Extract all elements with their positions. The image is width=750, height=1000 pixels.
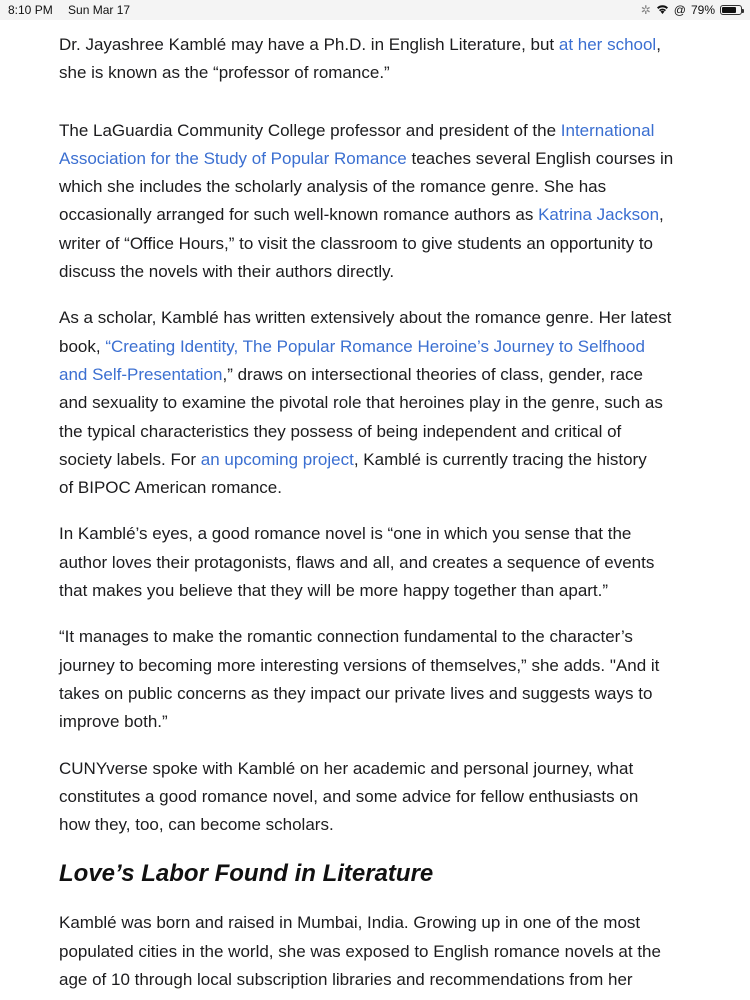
- text-segment: “It manages to make the romantic connection fundamental to the character’s: [59, 627, 633, 647]
- text-segment: takes on public concerns as they impact our private lives and suggests ways to: [59, 683, 653, 703]
- article-link[interactable]: and Self-Presentation: [59, 364, 223, 384]
- article-link[interactable]: International: [560, 120, 655, 140]
- text-line: [59, 333, 691, 361]
- text-line: [59, 230, 691, 258]
- text-segment: the typical characteristics they possess of being independent and critical of: [59, 421, 622, 441]
- text-line: [59, 755, 691, 783]
- text-segment: book,: [59, 336, 106, 356]
- text-segment: The LaGuardia Community College professor and president of the: [59, 120, 561, 140]
- text-segment: occasionally arranged for such well-known romance authors as: [59, 205, 539, 225]
- text-line: [59, 966, 691, 994]
- battery-percent: 79%: [690, 3, 715, 17]
- paragraph: [59, 755, 691, 840]
- text-line: [59, 389, 691, 417]
- text-segment: age of 10 through local subscription libraries and recommendations from her: [59, 970, 633, 990]
- text-segment: populated cities in the world, she was exposed to English romance novels at the: [59, 941, 661, 961]
- text-segment: which she includes the scholarly analysis of the romance genre. She has: [59, 177, 607, 197]
- paragraph: [59, 304, 691, 502]
- text-line: [59, 418, 691, 446]
- status-bar: [0, 0, 750, 20]
- text-segment: , Kamblé is currently tracing the history: [353, 449, 647, 469]
- text-line: [59, 201, 691, 229]
- paragraph: [59, 520, 691, 605]
- text-line: [59, 652, 691, 680]
- paragraph: [59, 117, 691, 287]
- text-line: [59, 811, 691, 839]
- text-line: [59, 783, 691, 811]
- paragraph: [59, 909, 691, 994]
- text-segment: discuss the novels with their authors directly.: [59, 262, 395, 282]
- text-line: [59, 31, 691, 59]
- text-line: [59, 938, 691, 966]
- article-body: [0, 20, 750, 994]
- text-segment: constitutes a good romance novel, and some advice for fellow enthusiasts on: [59, 786, 639, 806]
- battery-icon: [720, 5, 742, 15]
- text-segment: CUNYverse spoke with Kamblé on her academic and personal journey, what: [59, 758, 634, 778]
- section-heading: Love’s Labor Found in Literature: [59, 860, 434, 888]
- text-segment: As a scholar, Kamblé has written extensively about the romance genre. Her latest: [59, 308, 672, 328]
- wifi-icon: [656, 3, 669, 17]
- text-line: [59, 117, 691, 145]
- text-line: [59, 909, 691, 937]
- text-segment: ,: [656, 35, 661, 54]
- text-segment: author loves their protagonists, flaws and all, and creates a sequence of events: [59, 552, 655, 572]
- text-segment: she is known as the “professor of romance.”: [59, 63, 390, 83]
- text-line: [59, 680, 691, 708]
- text-segment: how they, too, can become scholars.: [59, 815, 334, 835]
- text-line: [59, 446, 691, 474]
- text-line: [59, 474, 691, 502]
- text-line: [59, 708, 691, 736]
- text-line: [59, 59, 691, 87]
- text-segment: Kamblé was born and raised in Mumbai, India. Growing up in one of the most: [59, 913, 641, 933]
- text-segment: that makes you believe that they will be more happy together than apart.”: [59, 581, 609, 601]
- text-line: [59, 304, 691, 332]
- text-line: [59, 173, 691, 201]
- text-segment: In Kamblé’s eyes, a good romance novel is “one in which you sense that the: [59, 524, 632, 544]
- text-line: [59, 549, 691, 577]
- text-line: [59, 361, 691, 389]
- text-line: [59, 577, 691, 605]
- article-link[interactable]: Katrina Jackson: [538, 205, 660, 225]
- text-segment: Dr. Jayashree Kamblé may have a Ph.D. in English Literature, but: [59, 35, 559, 54]
- orientation-lock-icon: @: [673, 3, 686, 17]
- text-line: [59, 623, 691, 651]
- text-segment: ,” draws on intersectional theories of class, gender, race: [222, 364, 643, 384]
- article-link[interactable]: “Creating Identity, The Popular Romance Heroine’s Journey to Selfhood: [105, 336, 645, 356]
- text-segment: ,: [659, 205, 664, 225]
- text-line: [59, 145, 691, 173]
- text-segment: society labels. For: [59, 449, 201, 469]
- text-segment: improve both.”: [59, 712, 168, 732]
- text-segment: teaches several English courses in: [406, 148, 674, 168]
- status-time: 8:10 PM: [8, 3, 53, 17]
- article-link[interactable]: an upcoming project: [200, 449, 354, 469]
- text-segment: and sexuality to examine the pivotal role that heroines play in the genre, such as: [59, 393, 663, 413]
- text-segment: of BIPOC American romance.: [59, 478, 282, 498]
- article-link[interactable]: at her school: [558, 35, 657, 54]
- text-segment: journey to becoming more interesting versions of themselves,” she adds. "And it: [59, 655, 660, 675]
- text-line: [59, 520, 691, 548]
- activity-icon: ✲: [640, 3, 651, 17]
- paragraph: [59, 31, 691, 88]
- text-segment: writer of “Office Hours,” to visit the classroom to give students an opportunity to: [59, 233, 653, 253]
- paragraph: [59, 623, 691, 736]
- article-link[interactable]: Association for the Study of Popular Romance: [59, 148, 407, 168]
- text-line: [59, 258, 691, 286]
- status-date: Sun Mar 17: [68, 3, 131, 17]
